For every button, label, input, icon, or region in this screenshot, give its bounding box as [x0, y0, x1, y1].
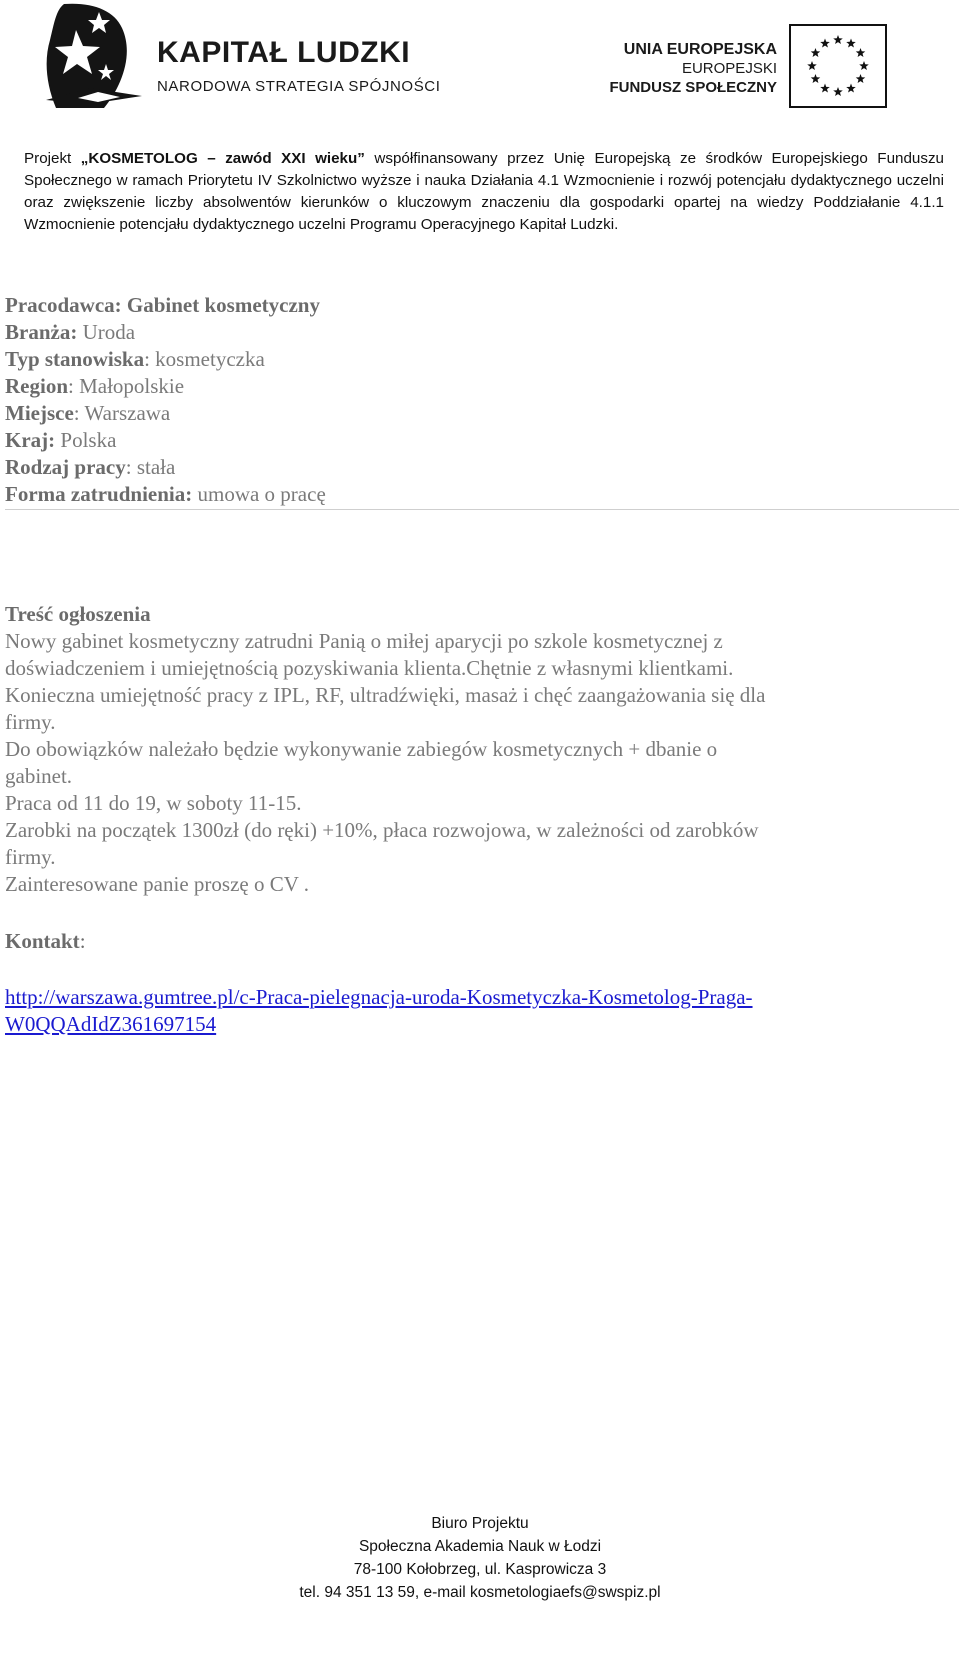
country-value: Polska: [55, 428, 117, 452]
position-value: : kosmetyczka: [144, 347, 265, 371]
project-name: „KOSMETOLOG – zawód XXI wieku”: [80, 150, 365, 167]
place-label: Miejsce: [5, 401, 74, 425]
footer-contact: tel. 94 351 13 59, e-mail kosmetologiaefs@swspiz.pl: [299, 1584, 661, 1601]
contact-label: Kontakt: [5, 929, 80, 953]
contact-link-line2[interactable]: W0QQAdIdZ361697154: [5, 1012, 217, 1036]
ad-line: Konieczna umiejętność pracy z IPL, RF, ultradźwięki, masaż i chęć zaangażowania się dla: [5, 683, 766, 707]
footer-address: 78-100 Kołobrzeg, ul. Kasprowicza 3: [353, 1561, 607, 1578]
region-row: [5, 373, 935, 400]
ad-line: gabinet.: [5, 764, 73, 788]
eu-logo-line1: UNIA EUROPEJSKA: [623, 41, 777, 58]
header-body: współfinansowany przez Unię Europejską ze środków Europejskiego Funduszu Społecznego w ramach Priorytetu IV Szkolnictwo wyższe i nauka Działania 4.1 Wzmocnienie i rozwój potencjału dydaktycznego uczelni oraz zwiększenie liczby absolwentów kierunków o kluczowym znaczeniu dla gospodarki opartej na wiedzy Poddziałanie 4.1.1 Wzmocnienie potencjału dydaktycznego uczelni Programu Operacyjnego Kapitał Ludzki.: [24, 150, 944, 233]
eu-logo-line3: FUNDUSZ SPOŁECZNY: [609, 79, 777, 96]
industry-label: Branża:: [5, 320, 78, 344]
contact-heading: [5, 928, 935, 955]
employer-row: [5, 292, 935, 319]
contact-colon: :: [79, 929, 86, 953]
work-type-row: [5, 454, 935, 481]
kapital-ludzki-logo: [42, 0, 462, 112]
footer-office: Biuro Projektu: [431, 1515, 529, 1532]
eu-social-fund-logo: [605, 20, 935, 112]
header-prefix: Projekt: [24, 150, 81, 167]
project-funding-notice: [24, 148, 944, 236]
employment-label: Forma zatrudnienia:: [5, 482, 193, 506]
work-type-label: Rodzaj pracy: [5, 455, 126, 479]
ad-line: Nowy gabinet kosmetyczny zatrudni Panią o miłej aparycji po szkole kosmetycznej z: [5, 629, 723, 653]
ad-line: Do obowiązków należało będzie wykonywanie zabiegów kosmetycznych + dbanie o: [5, 737, 718, 761]
contact-link[interactable]: [5, 984, 935, 1038]
industry-row: [5, 319, 935, 346]
position-row: [5, 346, 935, 373]
eu-logo-text: [605, 40, 777, 97]
ad-line: Zarobki na początek 1300zł (do ręki) +10%, płaca rozwojowa, w zależności od zarobków: [5, 818, 759, 842]
ad-content: [5, 601, 935, 898]
employment-row: [5, 481, 935, 508]
country-label: Kraj:: [5, 428, 56, 452]
contact-link-line1[interactable]: http://warszawa.gumtree.pl/c-Praca-pielegnacja-uroda-Kosmetyczka-Kosmetolog-Praga-: [5, 985, 753, 1009]
logo-subtitle: NARODOWA STRATEGIA SPÓJNOŚCI: [157, 78, 441, 95]
eu-flag-icon: [789, 24, 887, 108]
ad-line: Zainteresowane panie proszę o CV .: [5, 872, 310, 896]
place-value: : Warszawa: [73, 401, 171, 425]
country-row: [5, 427, 935, 454]
work-type-value: : stała: [125, 455, 176, 479]
ad-content-body: [5, 628, 935, 898]
ad-line: firmy.: [5, 845, 56, 869]
footer-institution: Społeczna Akademia Nauk w Łodzi: [358, 1538, 602, 1555]
logo-title: KAPITAŁ LUDZKI: [157, 36, 411, 69]
ad-line: doświadczeniem i umiejętnością pozyskiwania klienta.Chętnie z własnymi klientkami.: [5, 656, 734, 680]
employer-label: Pracodawca: Gabinet kosmetyczny: [5, 293, 320, 317]
eu-logo-line2: EUROPEJSKI: [681, 60, 777, 77]
ad-line: Praca od 11 do 19, w soboty 11-15.: [5, 791, 302, 815]
ad-content-heading: Treść ogłoszenia: [5, 602, 151, 626]
industry-value: Uroda: [77, 320, 136, 344]
ad-line: firmy.: [5, 710, 56, 734]
place-row: [5, 400, 935, 427]
position-label: Typ stanowiska: [5, 347, 145, 371]
region-label: Region: [5, 374, 68, 398]
kapital-ludzki-emblem-icon: [42, 0, 152, 112]
job-details: [5, 292, 935, 508]
section-divider: [5, 509, 959, 510]
region-value: : Małopolskie: [68, 374, 185, 398]
page-footer: [0, 1512, 960, 1604]
employment-value: umowa o pracę: [192, 482, 326, 506]
